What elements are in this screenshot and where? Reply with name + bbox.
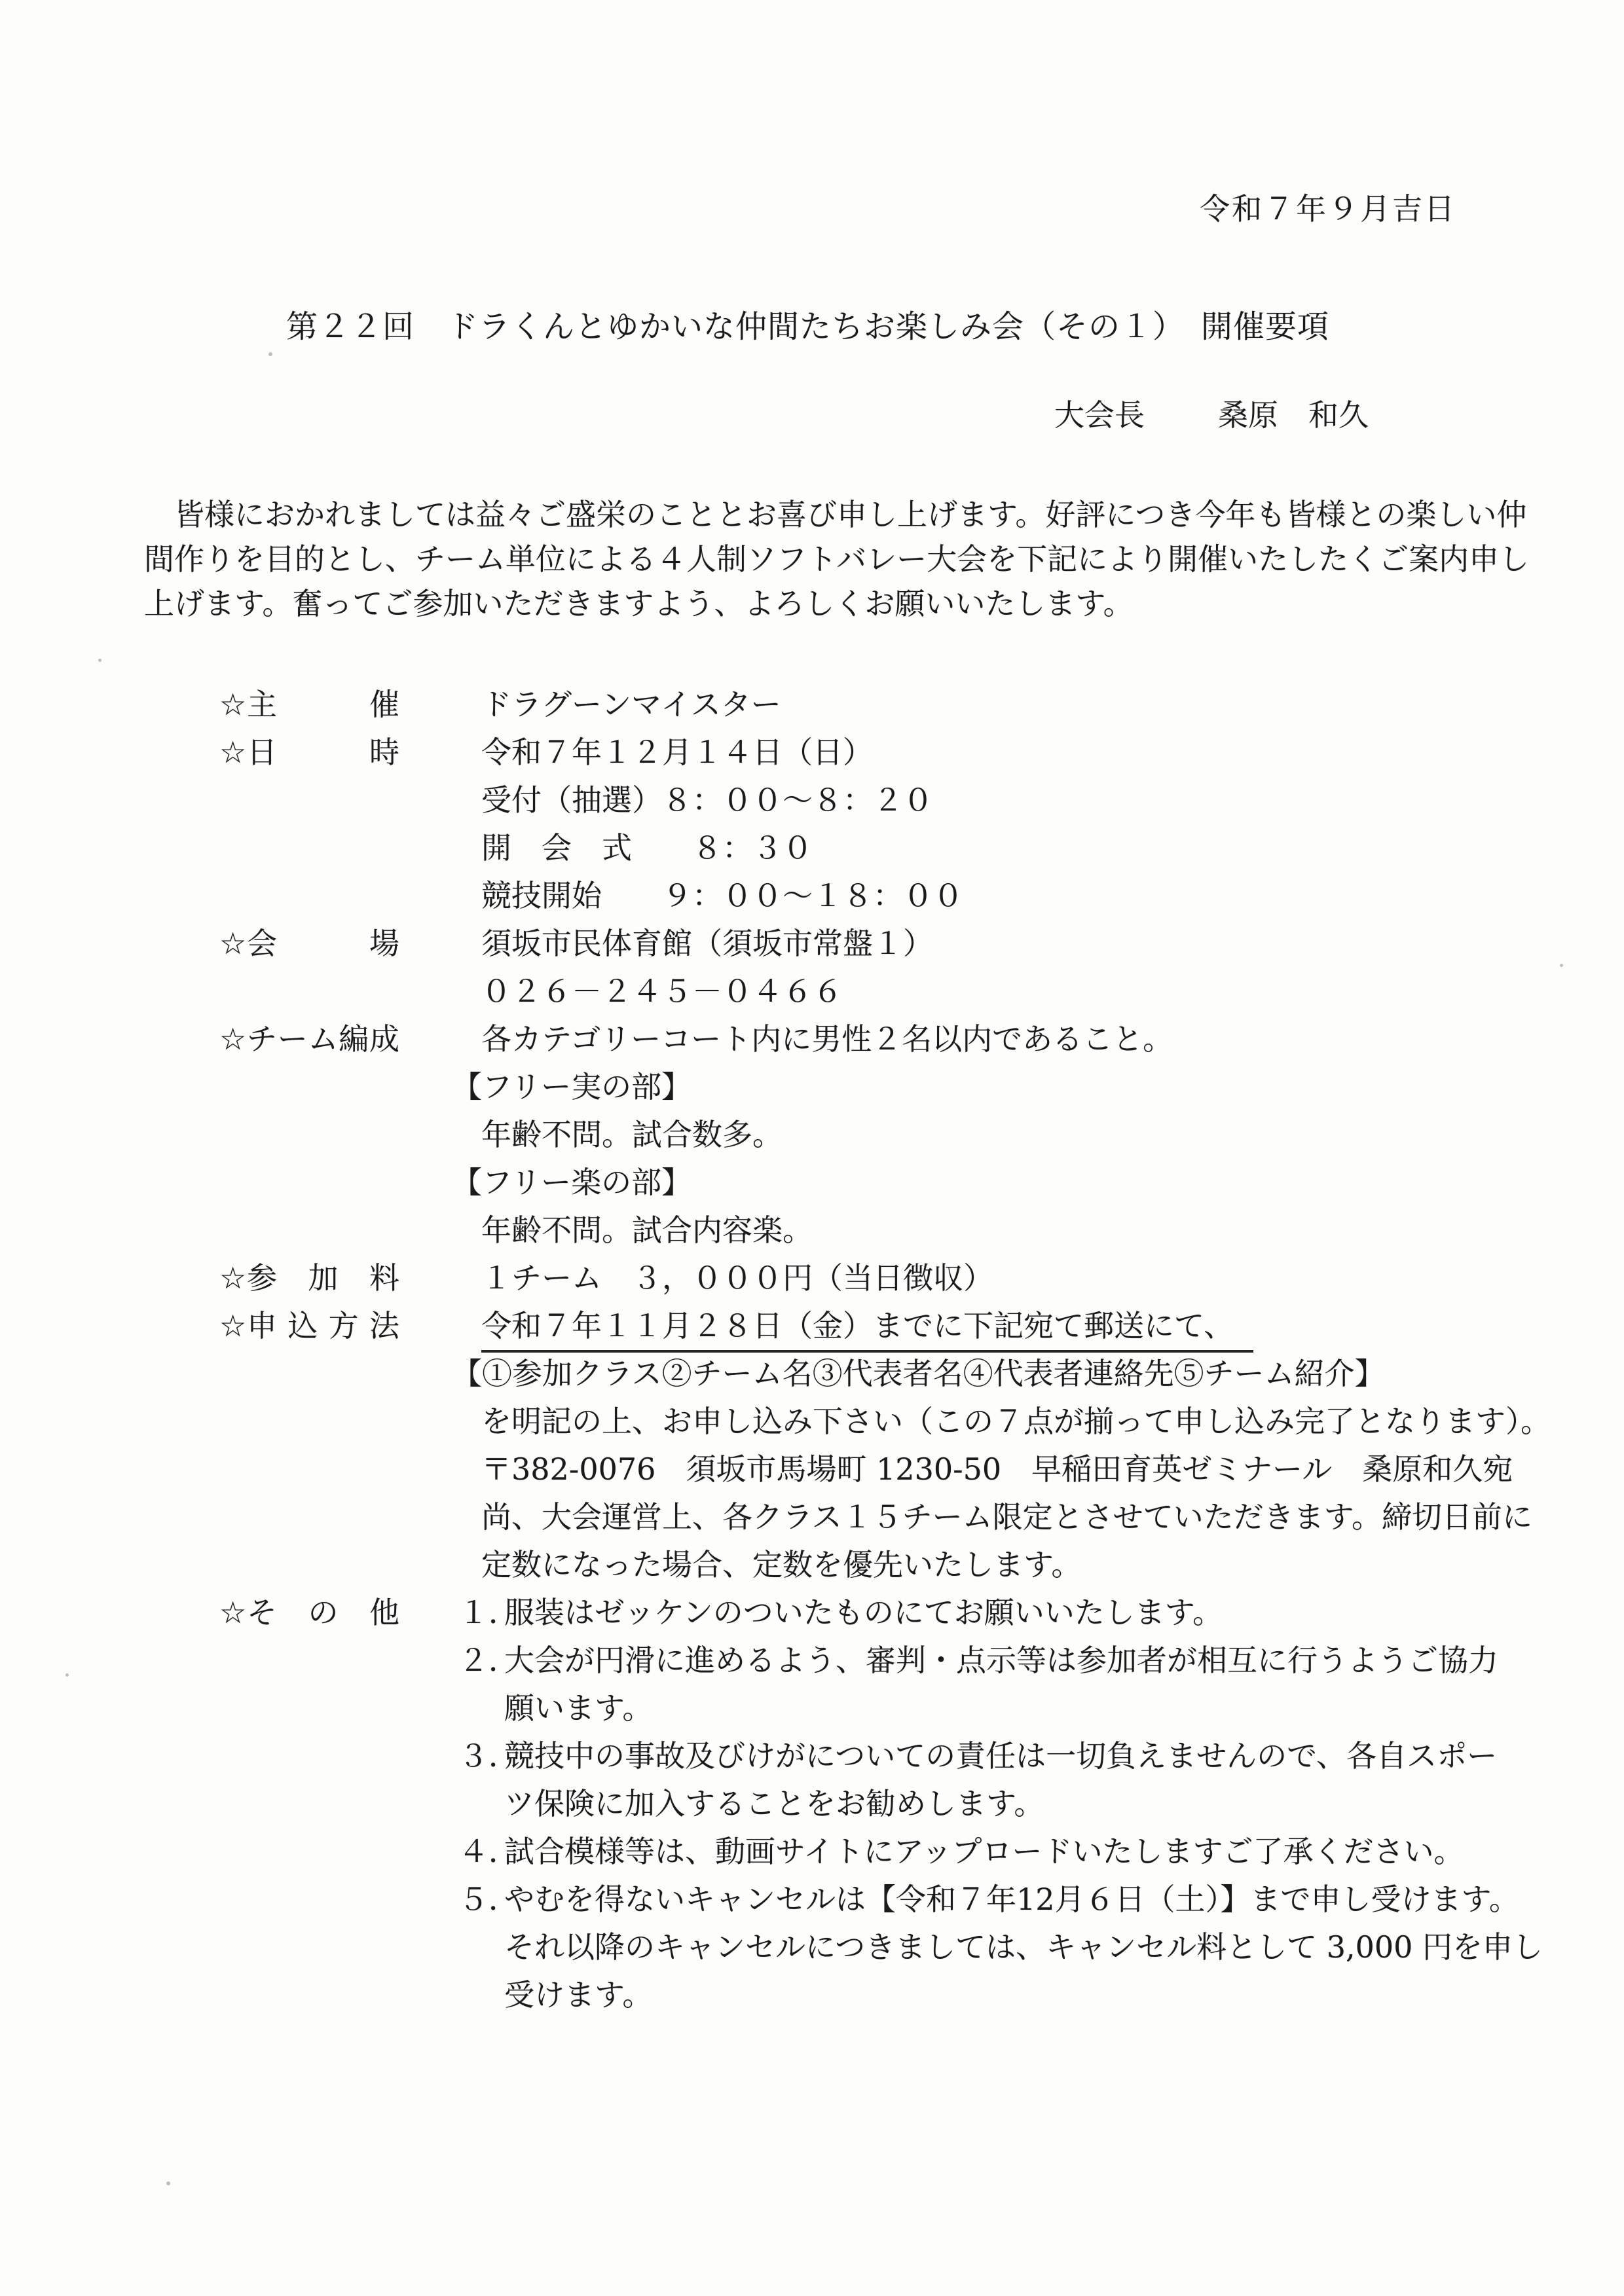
list-row [219, 824, 1551, 872]
row-label [219, 1589, 458, 1637]
intro-line: 皆様におかれましては益々ご盛栄のこととお喜び申し上げます。好評につき今年も皆様との楽しい仲 [144, 497, 1527, 532]
row-text: ツ保険に加入することをお勧めします。 [504, 1786, 1044, 1821]
row-label [219, 1254, 481, 1302]
row-label [219, 1302, 481, 1350]
row-text: 〒382-0076 須坂市馬場町 1230-50 早稲田育英ゼミナール 桑原和久宛 [481, 1451, 1513, 1487]
row-text: １チーム ３，０００円（当日徴収） [481, 1260, 993, 1296]
row-text: やむを得ないキャンセルは【令和７年12月６日（土）】まで申し受けます。 [504, 1882, 1519, 1917]
scan-speck [268, 352, 272, 356]
row-text: ドラグーンマイスター [481, 687, 781, 722]
chairman-label: 大会長 [1054, 397, 1145, 433]
star-icon: ☆ [219, 735, 247, 770]
row-label [219, 1015, 481, 1063]
row-text: 年齢不問。試合数多。 [481, 1117, 783, 1152]
chairman-name: 桑原 和久 [1218, 397, 1369, 433]
list-row [219, 968, 1551, 1015]
row-label-text: その他 [247, 1595, 399, 1630]
row-text: ０２６－２４５－０４６６ [481, 974, 843, 1009]
row-text: 尚、大会運営上、各クラス１５チーム限定とさせていただきます。締切日前に [481, 1499, 1532, 1535]
row-text: 大会が円滑に進めるよう、審判・点示等は参加者が相互に行うようご協力 [504, 1643, 1498, 1678]
row-text: 須坂市民体育館（須坂市常盤１） [481, 926, 933, 961]
row-label [219, 729, 481, 776]
list-row [219, 729, 1551, 776]
star-icon: ☆ [219, 1021, 247, 1057]
list-row [219, 1685, 1551, 1732]
list-row [219, 1111, 1551, 1159]
row-label-text: 日時 [247, 735, 399, 770]
list-row [219, 1876, 1551, 1923]
list-row [219, 681, 1551, 729]
star-icon: ☆ [219, 1595, 247, 1630]
list-row [219, 1637, 1551, 1685]
list-row [219, 872, 1551, 920]
item-number: １． [458, 1595, 519, 1630]
row-text: 受付（抽選）８：００～８：２０ [481, 782, 933, 818]
row-label [219, 920, 481, 968]
star-icon: ☆ [219, 687, 247, 722]
intro-line: 間作りを目的とし、チーム単位による４人制ソフトバレー大会を下記により開催いたしたくご案内申し [144, 541, 1530, 577]
list-row [219, 1971, 1551, 2019]
scan-speck [65, 1673, 69, 1677]
row-text: それ以降のキャンセルにつきましては、キャンセル料として 3,000 円を申し [504, 1929, 1543, 1965]
scan-speck [166, 2181, 170, 2185]
row-label [219, 681, 481, 729]
row-label-text: 申込方法 [247, 1308, 399, 1343]
list-row [219, 1923, 1551, 1971]
row-label-text: 主催 [247, 687, 399, 722]
star-icon: ☆ [219, 1308, 247, 1343]
row-text: 【フリー楽の部】 [452, 1165, 692, 1200]
list-row [219, 1207, 1551, 1254]
list-row [219, 1780, 1551, 1828]
row-label-text: チーム編成 [247, 1021, 399, 1057]
list-row [219, 1493, 1551, 1541]
row-text: 令和７年１２月１４日（日） [481, 735, 873, 770]
star-icon: ☆ [219, 926, 247, 961]
row-text: 服装はゼッケンのついたものにてお願いいたします。 [504, 1595, 1223, 1630]
list-row [219, 1254, 1551, 1302]
star-icon: ☆ [219, 1260, 247, 1296]
row-text: 【①参加クラス②チーム名③代表者名④代表者連絡先⑤チーム紹介】 [452, 1356, 1385, 1391]
scan-speck [1560, 964, 1563, 967]
row-text: 定数になった場合、定数を優先いたします。 [481, 1547, 1082, 1582]
list-row [219, 920, 1551, 968]
list-row [219, 1541, 1551, 1589]
list-row [219, 1732, 1551, 1780]
list-row [219, 1159, 1551, 1207]
row-text: 開 会 式 ８：３０ [481, 830, 813, 866]
row-text: 令和７年１１月２８日（金）までに下記宛て郵送にて、 [481, 1302, 1253, 1353]
row-text: 【フリー実の部】 [452, 1069, 692, 1104]
list-row [219, 1398, 1551, 1446]
row-text: 年齢不問。試合内容楽。 [481, 1212, 813, 1248]
list-row [219, 1350, 1551, 1398]
list-row [219, 1063, 1551, 1111]
list-row [219, 1302, 1551, 1350]
row-text: 試合模様等は、動画サイトにアップロードいたしますご了承ください。 [504, 1834, 1464, 1869]
row-text: 競技開始 ９：００～１８：００ [481, 878, 963, 913]
page-title: 第２２回 ドラくんとゆかいな仲間たちお楽しみ会（その１） 開催要項 [286, 308, 1330, 345]
item-number: ２． [458, 1643, 519, 1678]
row-text: を明記の上、お申し込み下さい（この７点が揃って申し込み完了となります）。 [481, 1404, 1551, 1439]
list-row [219, 1828, 1551, 1876]
intro-line: 上げます。奮ってご参加いただきますよう、よろしくお願いいたします。 [144, 586, 1134, 621]
item-number: ４． [458, 1834, 519, 1869]
item-number: ３． [458, 1738, 519, 1774]
row-text: 競技中の事故及びけがについての責任は一切負えませんので、各自スポー [504, 1738, 1498, 1774]
row-label-text: 会場 [247, 926, 399, 961]
chairman-line [1054, 392, 1369, 435]
row-text: 受けます。 [504, 1977, 653, 2013]
list-row [219, 1589, 1551, 1637]
row-text: 願います。 [504, 1690, 653, 1726]
date-line: 令和７年９月吉日 [1200, 191, 1456, 227]
intro-paragraph [144, 492, 1559, 626]
scan-speck [98, 659, 101, 662]
details-list [219, 681, 1551, 2019]
list-row [219, 1015, 1551, 1063]
list-row [219, 1446, 1551, 1493]
list-row [219, 776, 1551, 824]
row-text: 各カテゴリーコート内に男性２名以内であること。 [481, 1021, 1173, 1057]
item-number: ５． [458, 1882, 519, 1917]
row-label-text: 参加料 [247, 1260, 399, 1296]
